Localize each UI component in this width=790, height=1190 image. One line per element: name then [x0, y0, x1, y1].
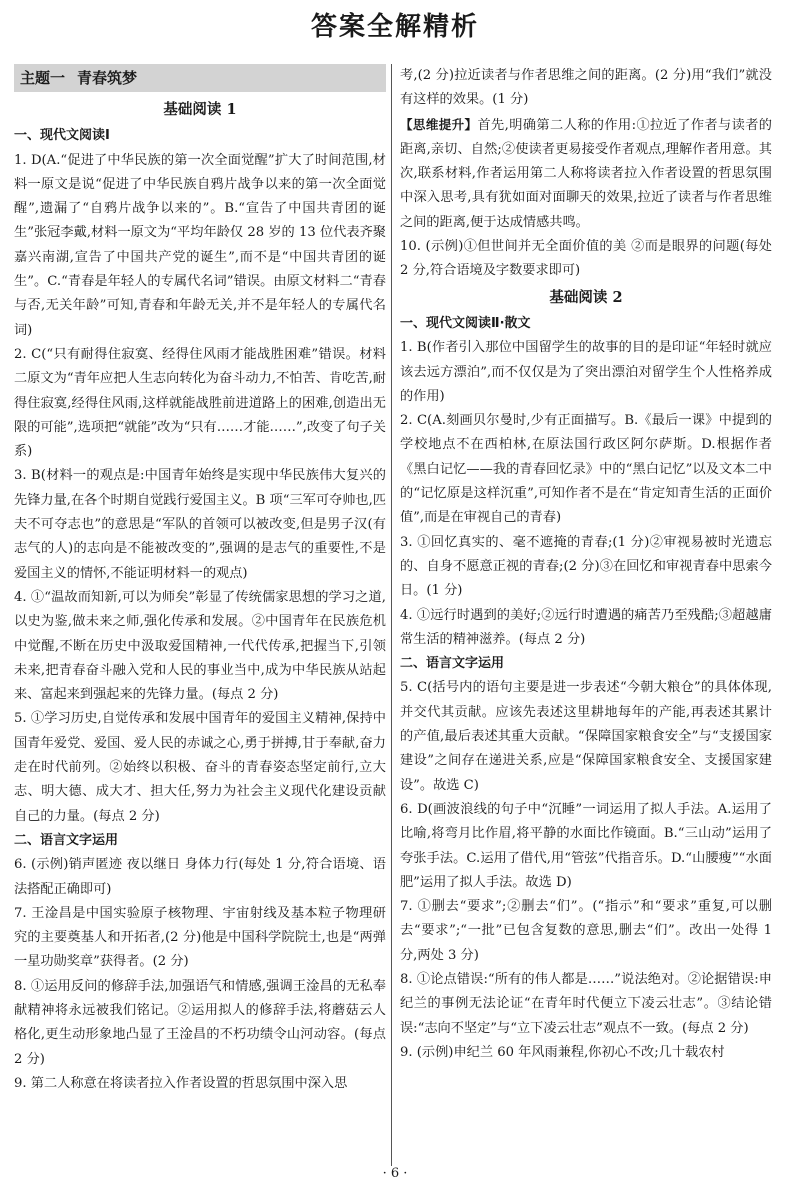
thinking-boost-text: 首先,明确第二人称的作用:①拉近了作者与读者的距离,亲切、自然;②使读者更易接受作者观点,理解作者用意。其次,联系材料,作者运用第二人称将读者拉入作者设置的哲思氛围中深入思考,具有犹如面对面聊天的效果,拉近了读者与作者思维之间的距离,便于达成情感共鸣。	[400, 117, 772, 230]
answer-r4-text: 4. ①远行时遇到的美好;②远行时遭遇的痛苦乃至残酷;③超越庸常生活的精神滋养。	[400, 607, 772, 647]
answer-6	[14, 853, 386, 902]
answer-r7-note: (“指示”和“要求”重复,可以删去“要求”;“一批”已包含复数的意思,删去“们”。改出一处得 1 分,两处 3 分)	[400, 899, 772, 963]
right-column	[400, 64, 772, 1065]
answer-r7-text: 7. ①删去“要求”;②删去“们”。	[400, 899, 593, 915]
page-title: 答案全解精析	[310, 12, 479, 42]
theme-label: 主题一	[20, 69, 66, 87]
subsection-language-use-1: 二、语言文字运用	[14, 832, 119, 848]
answer-7: 7. 王淦昌是中国实验原子核物理、宇宙射线及基本粒子物理研究的主要奠基人和开拓者,(2 分)他是中国科学院院士,也是“两弹一星功勋奖章”获得者。(2 分)	[14, 905, 386, 970]
section-title-reading-1: 基础阅读 1	[163, 101, 237, 118]
answer-3: 3. B(材料一的观点是:中国青年始终是实现中华民族伟大复兴的先锋力量,在各个时期自觉践行爱国主义。B 项“三军可夺帅也,匹夫不可夺志也”的意思是“军队的首领可以被改变,但是男子汉(有志气的人)的志向是不能被改变的”,强调的是志气的重要性,不是爱国主义的情怀,不能证明材料一的观点)	[14, 468, 386, 581]
answer-r8-note: (每点 2 分)	[681, 1020, 749, 1036]
answer-2: 2. C(“只有耐得住寂寞、经得住风雨才能战胜困难”错误。材料二原文为“青年应把人生志向转化为奋斗动力,不怕苦、肯吃苦,耐得住寂寞,经得住风雨,这样就能战胜前进道路上的困难,创造出无限的可能”,选项把“就能”改为“只有……才能……”,改变了句子关系)	[14, 346, 386, 460]
answer-8-text: 8. ①运用反问的修辞手法,加强语气和情感,强调王淦昌的无私奉献精神将永远被我们铭记。②运用拟人的修辞手法,将蘑菇云人格化,更生动形象地凸显了王淦昌的不朽功绩令山河动容。	[14, 978, 386, 1043]
answer-5-note: (每点 2 分)	[93, 808, 160, 824]
answer-10-text: 10. (示例)①但世间并无全面价值的美 ②而是眼界的问题	[400, 239, 740, 255]
answer-10-note: (每处 2 分,符合语境及字数要求即可)	[400, 239, 772, 279]
answer-1: 1. D(A.“促进了中华民族的第一次全面觉醒”扩大了时间范围,材料一原文是说“促进了中华民族自鸦片战争以来的第一次全面觉醒”,遗漏了“自鸦片战争以来的”。B.“宣告了中国共青团的诞生”张冠李戴,材料一原文为“平均年龄仅 28 岁的 13 位代表齐聚嘉兴南湖,宣告了中国共产党的诞生”,而不是“中国共青团的诞生”。C.“青春是年轻人的专属代名词”错误。由原文材料二“青春与否,无关年龄”可知,青春和年龄无关,并不是年轻人的专属代名词)	[14, 152, 386, 338]
subsection-modern-reading-2: 一、现代文阅读Ⅱ·散文	[400, 315, 531, 331]
theme-header	[14, 64, 386, 92]
answer-6-note: (每处 1 分,符合语境、语法搭配正确即可)	[14, 857, 386, 897]
answer-r1: 1. B(作者引入那位中国留学生的故事的目的是印证“年轻时就应该去远方漂泊”,而不仅仅是为了突出漂泊对留学生个人性格养成的作用)	[400, 340, 772, 404]
theme-name: 青春筑梦	[77, 69, 138, 87]
answer-4-note: (每点 2 分)	[211, 687, 279, 703]
subsection-language-use-2: 二、语言文字运用	[400, 656, 505, 672]
answer-5-text: 5. ①学习历史,自觉传承和发展中国青年的爱国主义精神,保持中国青年爱党、爱国、爱人民的赤诚之心,勇于拼搏,甘于奉献,奋力走在时代前列。②始终以积极、奋斗的青春姿态坚定前行,立大志、明大德、成大才、担大任,努力为社会主义现代化建设贡献自己的力量。	[14, 711, 386, 824]
answer-r5: 5. C(括号内的语句主要是进一步表述“今朝大粮仓”的具体体现,并交代其贡献。应该先表述这里耕地每年的产能,再表述其累计的产值,最后表述其重大贡献。“保障国家粮食安全”与“支援国家建设”之间存在递进关系,应是“保障国家粮食安全、支援国家建设”。故选 C)	[400, 680, 772, 793]
thinking-boost	[400, 113, 772, 235]
answer-5	[14, 707, 386, 828]
answer-r6: 6. D(画波浪线的句子中“沉睡”一词运用了拟人手法。A.运用了比喻,将弯月比作眉,将平静的水面比作镜面。B.“三山动”运用了夸张手法。C.运用了借代,用“管弦”代指音乐。D.“山腰瘦”“水面肥”运用了拟人手法。故选 D)	[400, 801, 772, 890]
answer-r4	[400, 604, 772, 653]
left-column	[14, 64, 386, 1096]
answer-4-text: 4. ①“温故而知新,可以为师矣”彰显了传统儒家思想的学习之道,以史为鉴,做未来之师,强化传承和发展。②中国青年在民族危机中觉醒,不断在历史中汲取爱国精神,一代代传承,把握当下,引领未来,把青春奋斗融入党和人民的事业当中,成为中华民族从站起来、富起来到强起来的先锋力量。	[14, 589, 386, 703]
answer-r8	[400, 968, 772, 1041]
answer-6-text: 6. (示例)销声匿迹 夜以继日 身体力行	[14, 857, 239, 873]
answer-r4-note: (每点 2 分)	[518, 631, 586, 647]
page-number: · 6 ·	[382, 1166, 408, 1181]
answer-r9-start: 9. (示例)申纪兰 60 年风雨兼程,你初心不改;几十载农村	[400, 1044, 725, 1060]
subsection-modern-reading-1: 一、现代文阅读Ⅰ	[14, 128, 110, 144]
answer-r8-text: 8. ①论点错误:“所有的伟人都是……”说法绝对。②论据错误:申纪兰的事例无法论证“在青年时代便立下凌云壮志”。③结论错误:“志向不坚定”与“立下凌云壮志”观点不一致。	[400, 971, 772, 1036]
answer-9-continued: 考,(2 分)拉近读者与作者思维之间的距离。(2 分)用“我们”就没有这样的效果。(1 分)	[400, 68, 772, 108]
thinking-boost-label: 【思维提升】	[400, 116, 478, 132]
column-divider	[391, 64, 392, 1166]
answer-4	[14, 586, 386, 707]
answer-10	[400, 235, 772, 284]
answer-r2: 2. C(A.刻画贝尔曼时,少有正面描写。B.《最后一课》中提到的学校地点不在西柏林,在原法国行政区阿尔萨斯。D.根据作者《黑白记忆——我的青春回忆录》中的“黑白记忆”以及文本二中的“记忆原是这样沉重”,可知作者不是在“肯定知青生活的正面价值”,而是在审视自己的青春)	[400, 413, 772, 526]
answer-8-note: (每点 2 分)	[14, 1027, 386, 1067]
answer-r7	[400, 895, 772, 968]
section-title-reading-2: 基础阅读 2	[549, 288, 623, 306]
answer-r3: 3. ①回忆真实的、毫不遮掩的青春;(1 分)②审视易被时光遗忘的、自身不愿意正视的青春;(2 分)③在回忆和审视青春中思索今日。(1 分)	[400, 534, 772, 599]
answer-8	[14, 975, 386, 1072]
answer-9-start: 9. 第二人称意在将读者拉入作者设置的哲思氛围中深入思	[14, 1075, 348, 1091]
